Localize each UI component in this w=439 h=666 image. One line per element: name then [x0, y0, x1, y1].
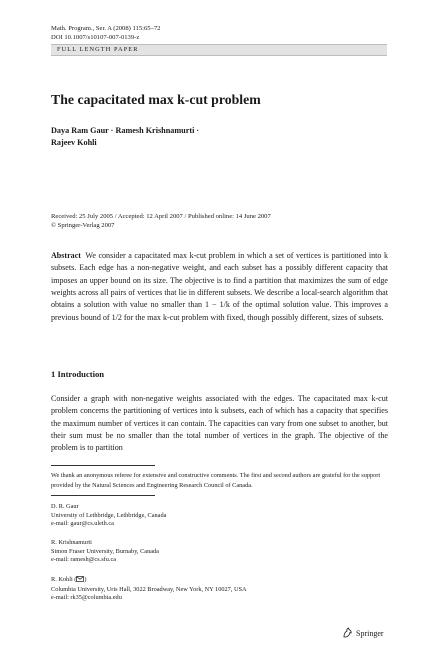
author-line-1: Daya Ram Gaur · Ramesh Krishnamurti ·	[51, 126, 200, 135]
affiliation-name: D. R. Gaur	[51, 503, 79, 510]
received-dates: Received: 25 July 2005 / Accepted: 12 April 2007 / Published online: 14 June 2007	[51, 213, 271, 220]
publisher-logo	[342, 627, 384, 640]
affiliation-name: R. Krishnamurti	[51, 539, 92, 546]
affiliation-org: Columbia University, Uris Hall, 3022 Broadway, New York, NY 10027, USA	[51, 585, 247, 593]
author-line-2: Rajeev Kohli	[51, 138, 97, 148]
corresponding-author-line: R. Kohli ( )	[51, 576, 371, 586]
journal-citation	[51, 24, 160, 42]
affiliation-divider	[51, 495, 155, 496]
acknowledgment-footnote: We thank an anonymous referee for extensive and constructive comments. The first and second authors are grateful for the support provided by the Natural Sciences and Engineering Research Council of Canada.	[51, 472, 381, 489]
abstract-text: We consider a capacitated max k-cut problem in which a set of vertices is partitioned into k subsets. Each edge has a non-negative weight, and each subset has a possibly different capacity that imposes an upper bound on its size. The objective is to find a partition that maximizes the sum of edge weights across all pairs of vertices that lie in different subsets. We describe a local-search algorithm that obtains a solution with value no smaller than 1 − 1/k of the optimal solution value. This improves a previous bound of 1/2 for the max k-cut problem with fixed, though possibly different, sizes of subsets.	[51, 251, 388, 322]
abstract-label: Abstract	[51, 251, 81, 260]
affiliation-block	[51, 503, 371, 529]
doi-line: DOI 10.1007/s10107-007-0139-z	[51, 34, 140, 42]
affiliation-org: Simon Fraser University, Burnaby, Canada	[51, 547, 159, 555]
footnote-divider	[51, 465, 155, 466]
author-list	[51, 125, 351, 150]
springer-horse-icon	[342, 627, 353, 638]
affiliation-block	[51, 576, 371, 603]
affiliation-email[interactable]: e-mail: gaur@cs.uleth.ca	[51, 520, 114, 528]
affiliation-name: R. Kohli (	[51, 576, 77, 583]
journal-line: Math. Program., Ser. A (2008) 115:65–72	[51, 25, 161, 32]
affiliation-email[interactable]: e-mail: ramesh@cs.sfu.ca	[51, 556, 117, 564]
copyright-line: © Springer-Verlag 2007	[51, 222, 115, 230]
envelope-icon	[76, 576, 84, 586]
affiliation-org: University of Lethbridge, Lethbridge, Canada	[51, 511, 167, 519]
affiliation-block	[51, 539, 371, 565]
abstract	[51, 250, 388, 324]
article-type-banner	[51, 44, 387, 56]
publisher-name: Springer	[356, 629, 384, 638]
paper-title: The capacitated max k-cut problem	[51, 92, 261, 107]
affiliation-email[interactable]: e-mail: rk35@columbia.edu	[51, 594, 122, 602]
section-heading: 1 Introduction	[51, 369, 105, 379]
introduction-text: Consider a graph with non-negative weights associated with the edges. The capacitated max k-cut problem concerns the partitioning of vertices into k subsets, each of which has a capacity that specifies the maximum number of vertices it can contain. The capacities can vary from one subset to another, but their sum must be no smaller than the total number of vertices in the graph. The objective of the problem is to partition	[51, 394, 388, 453]
publication-dates	[51, 212, 271, 231]
article-type-label: FULL LENGTH PAPER	[57, 46, 139, 53]
